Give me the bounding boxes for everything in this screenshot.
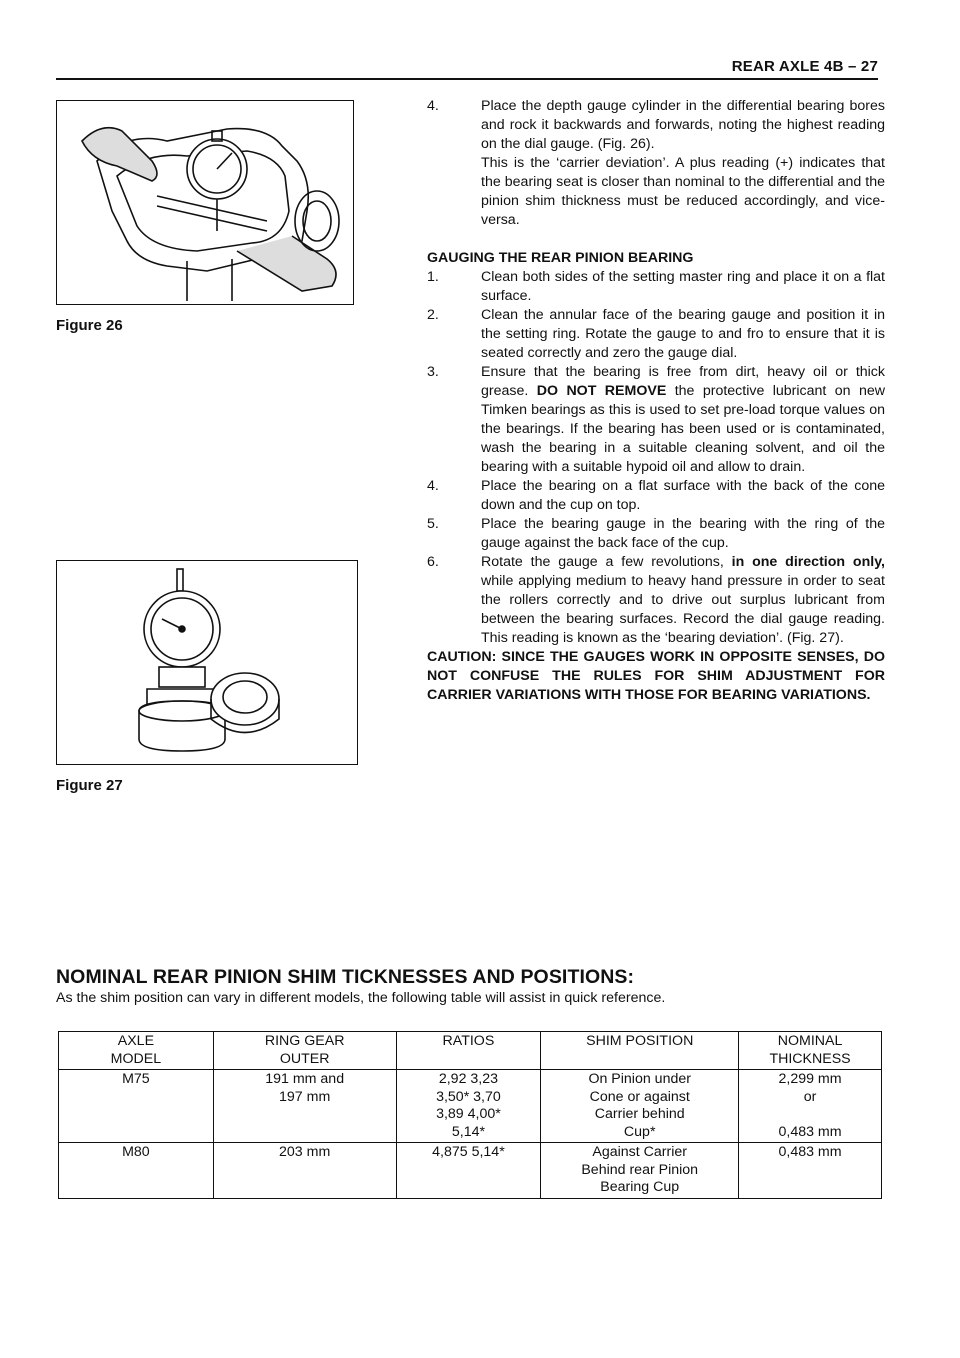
gauging-step-3 <box>427 363 885 477</box>
figure-27-caption: Figure 27 <box>56 777 123 794</box>
step-number: 2. <box>427 307 439 323</box>
step-text: Place the depth gauge cylinder in the differential bearing bores and rock it backwards and forwards, noting the highest reading on the dial gauge. (Fig. 26). <box>481 98 885 152</box>
table-cell-ratios: 2,92 3,23 3,50* 3,70 3,89 4,00* 5,14* <box>396 1070 541 1143</box>
step-text-continued: while applying medium to heavy hand pressure in order to seat the rollers correctly and to drive out surplus lubricant from between the bearing surfaces. Record the dial gauge reading. This reading is known as the ‘bearing deviation’. (Fig. 27). <box>481 573 885 646</box>
step-text-continued: This is the ‘carrier deviation’. A plus reading (+) indicates that the bearing seat is closer than nominal to the differential and the pinion shim thickness must be reduced accordingly, and vice-versa. <box>481 155 885 228</box>
table-cell-ring-gear: 203 mm <box>213 1143 396 1199</box>
section-title-shim-table: NOMINAL REAR PINION SHIM TICKNESSES AND POSITIONS: <box>56 966 635 988</box>
step-text: Place the bearing on a flat surface with the back of the cone down and the cup on top. <box>481 478 885 513</box>
table-cell-nominal-thickness: 2,299 mm or 0,483 mm <box>739 1070 882 1143</box>
section-heading-gauging: GAUGING THE REAR PINION BEARING <box>427 250 694 266</box>
figure-27-image <box>56 560 358 765</box>
step-number: 4. <box>427 98 439 114</box>
section-intro: As the shim position can vary in different models, the following table will assist in quick reference. <box>56 990 666 1006</box>
caution-note: CAUTION: SINCE THE GAUGES WORK IN OPPOSITE SENSES, DO NOT CONFUSE THE RULES FOR SHIM ADJUSTMENT FOR CARRIER VARIATIONS WITH THOSE FOR BEARING VARIATIONS. <box>427 649 885 703</box>
step-emphasis: in one direction only, <box>731 554 885 570</box>
column-header-axle-model: AXLE MODEL <box>59 1032 214 1070</box>
step-text: Place the bearing gauge in the bearing with the ring of the gauge against the back face of the cup. <box>481 516 885 551</box>
column-header-ring-gear: RING GEAR OUTER <box>213 1032 396 1070</box>
step-text-continued: the protective lubricant on new Timken bearings as this is used to set pre-load torque values on the bearings. If the bearing has been used or is contaminated, wash the bearing in a suitable cleaning solvent, and oil the bearing with a suitable hypoid oil and allow to drain. <box>481 383 885 475</box>
step-text: Rotate the gauge a few revolutions, <box>481 554 724 570</box>
header-title: REAR AXLE 4B – 27 <box>731 58 878 75</box>
table-cell-axle-model: M80 <box>59 1143 214 1199</box>
table-row <box>59 1070 882 1143</box>
step-4-carrier <box>427 97 885 230</box>
table-cell-shim-position: On Pinion under Cone or against Carrier behind Cup* <box>541 1070 739 1143</box>
column-header-nominal-thickness: NOMINAL THICKNESS <box>739 1032 882 1070</box>
step-number: 5. <box>427 516 439 532</box>
column-header-ratios: RATIOS <box>396 1032 541 1070</box>
step-text: Clean the annular face of the bearing gauge and position it in the setting ring. Rotate the gauge to and fro to ensure that it is seated correctly and zero the gauge dial. <box>481 307 885 361</box>
gauging-step-4 <box>427 477 885 515</box>
table-row <box>59 1143 882 1199</box>
table-cell-ratios: 4,875 5,14* <box>396 1143 541 1199</box>
figure-26-caption: Figure 26 <box>56 317 123 334</box>
gauging-step-5 <box>427 515 885 553</box>
step-number: 3. <box>427 364 439 380</box>
differential-carrier-dial-gauge-illustration <box>57 101 353 304</box>
figure-26-image <box>56 100 354 305</box>
header-rule <box>56 78 878 80</box>
column-header-shim-position: SHIM POSITION <box>541 1032 739 1070</box>
table-cell-axle-model: M75 <box>59 1070 214 1143</box>
step-emphasis: DO NOT REMOVE <box>536 383 667 399</box>
procedure-text-column <box>427 97 885 705</box>
table-header-row <box>59 1032 882 1070</box>
step-number: 6. <box>427 554 439 570</box>
step-number: 4. <box>427 478 439 494</box>
bearing-gauge-dial-illustration <box>57 561 357 764</box>
gauging-step-6 <box>427 553 885 648</box>
step-number: 1. <box>427 269 439 285</box>
gauging-step-2 <box>427 306 885 363</box>
table-cell-shim-position: Against Carrier Behind rear Pinion Bearing Cup <box>541 1143 739 1199</box>
table-cell-nominal-thickness: 0,483 mm <box>739 1143 882 1199</box>
shim-reference-table <box>58 1031 882 1199</box>
gauging-step-1 <box>427 268 885 306</box>
step-text: Clean both sides of the setting master ring and place it on a flat surface. <box>481 269 885 304</box>
table-cell-ring-gear: 191 mm and 197 mm <box>213 1070 396 1143</box>
step-text: Ensure that the bearing is free from dirt, heavy oil or thick grease. <box>481 364 885 399</box>
